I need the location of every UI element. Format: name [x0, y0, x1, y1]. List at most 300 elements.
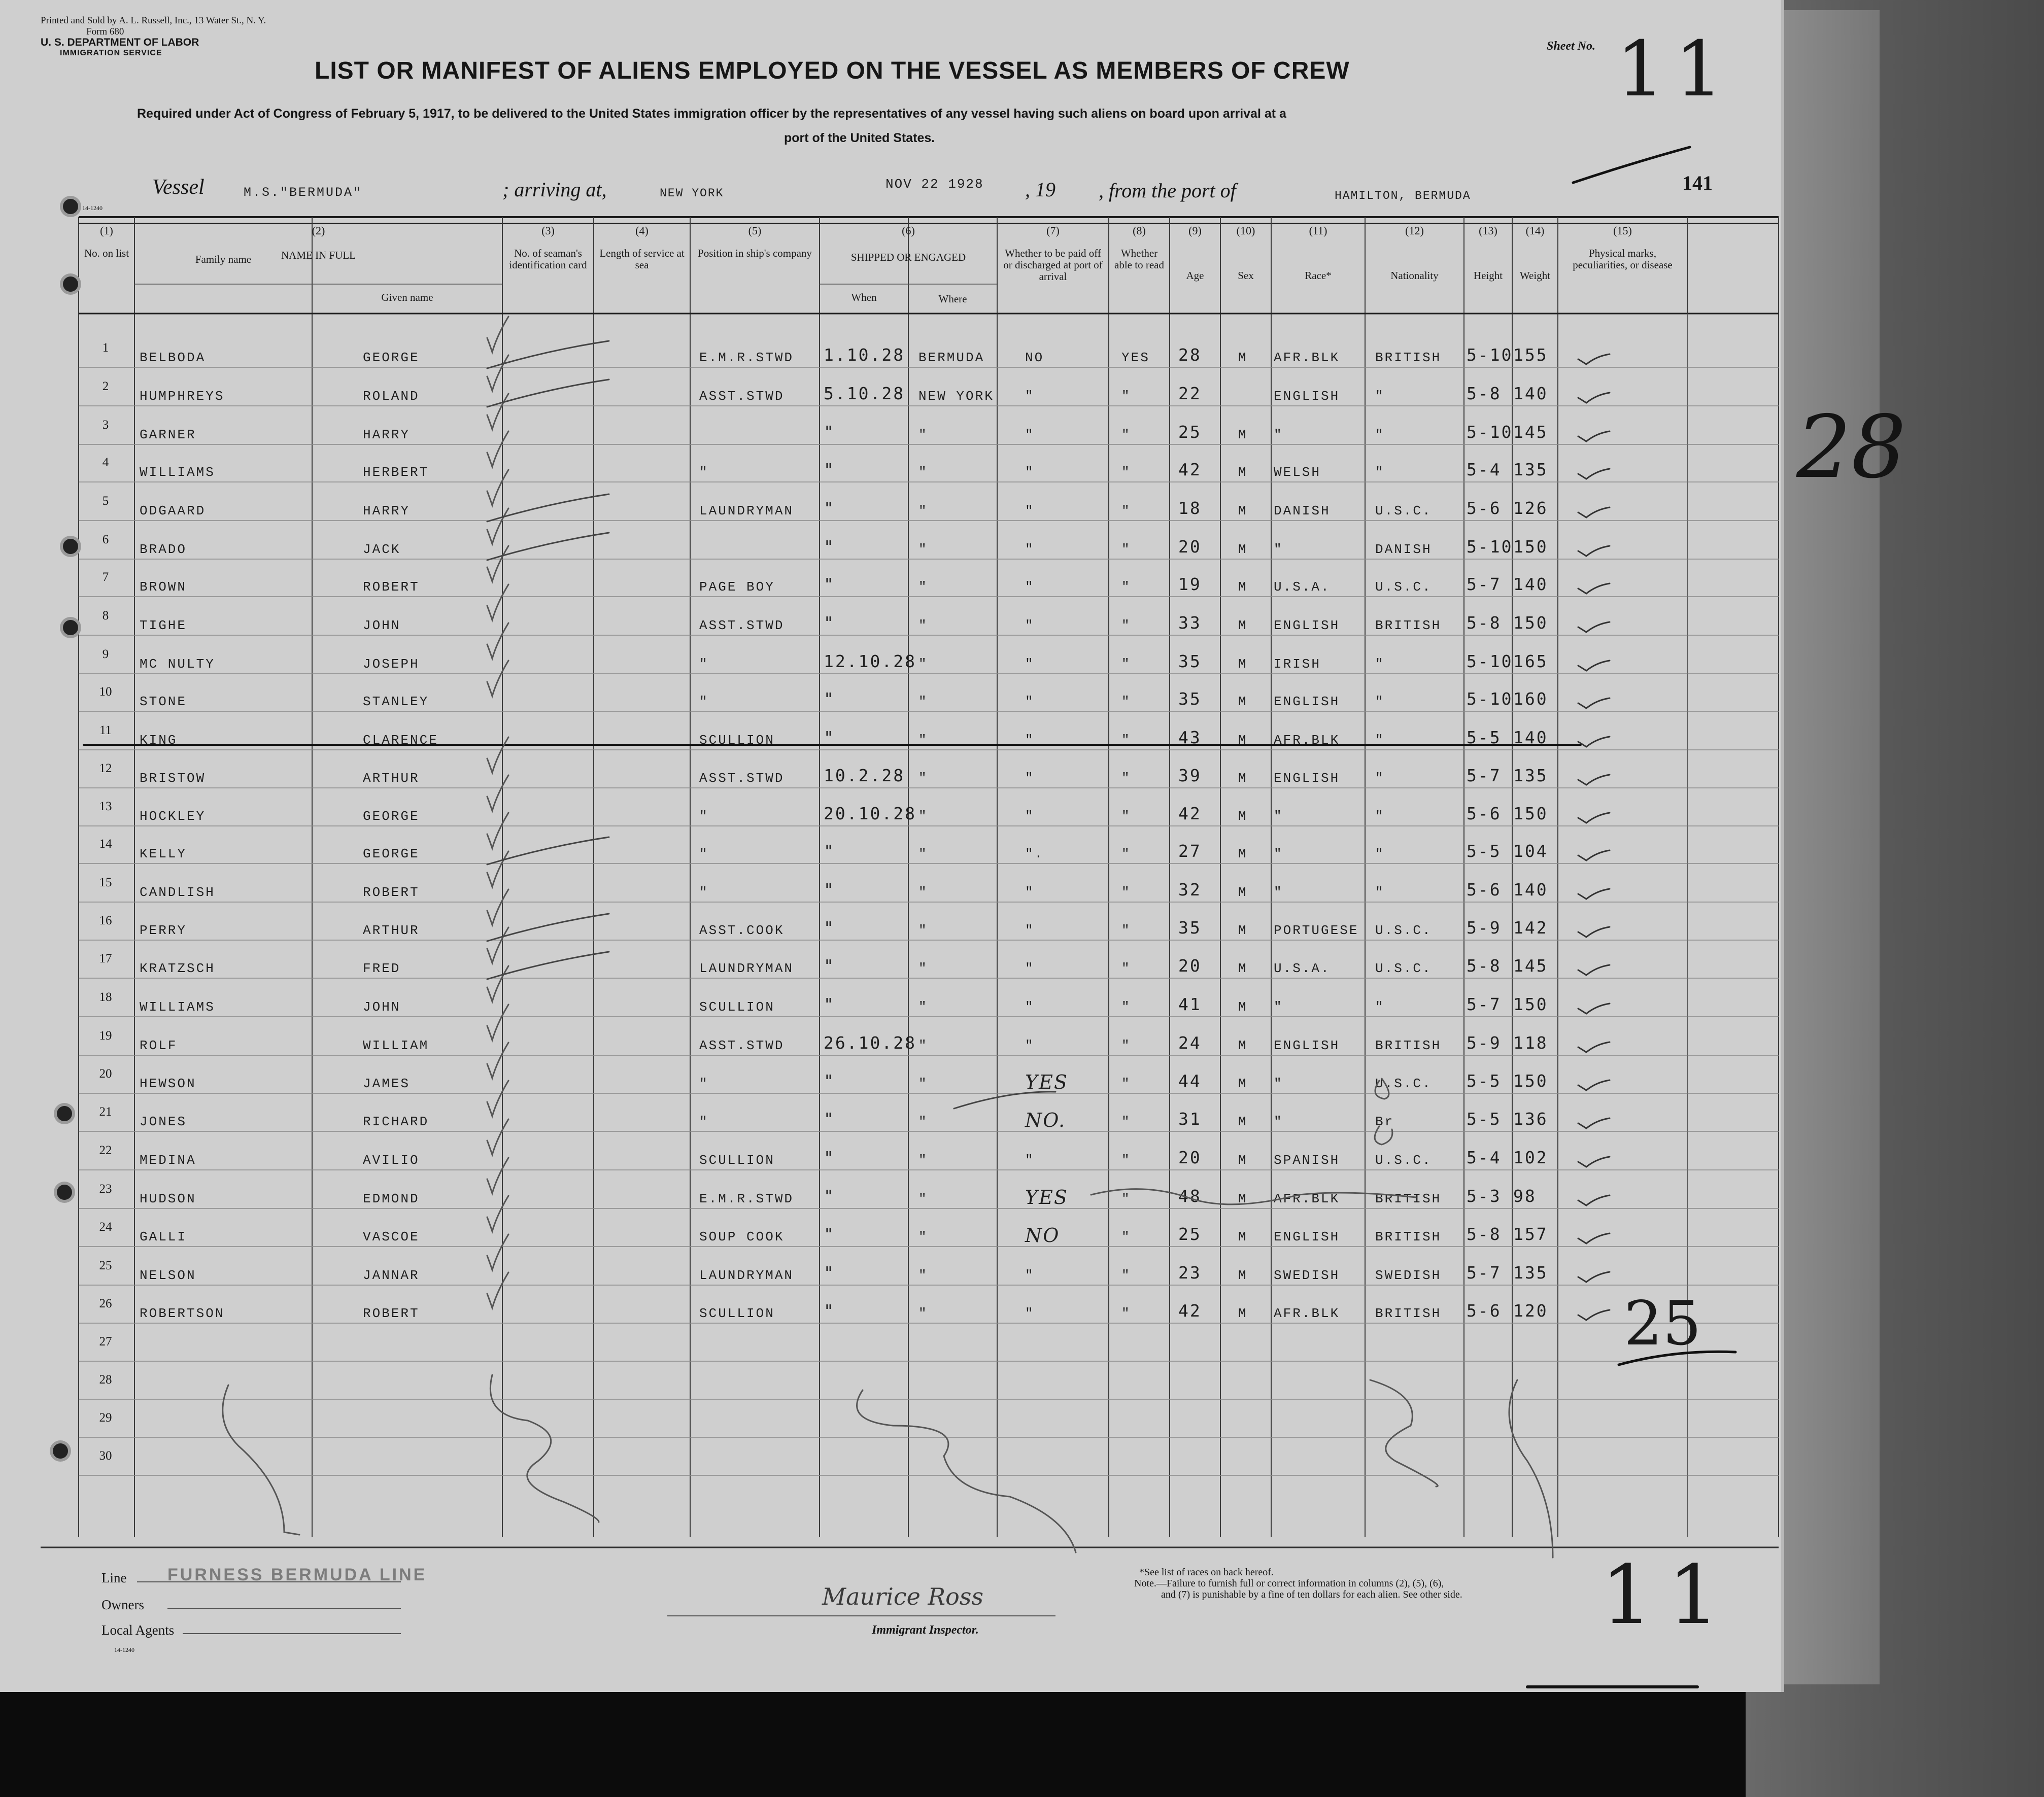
cell-sex: M — [1238, 923, 1248, 938]
cell-family: BELBODA — [140, 350, 206, 365]
column-number: (12) — [1405, 224, 1424, 237]
cell-when: " — [824, 1186, 835, 1206]
cell-nationality: U.S.C. — [1375, 579, 1432, 595]
column-header: No. on list — [84, 247, 129, 259]
cell-age: 41 — [1178, 994, 1202, 1014]
cell-family: NELSON — [140, 1268, 196, 1283]
row-number: 17 — [99, 952, 112, 965]
cell-given: JOHN — [363, 618, 401, 633]
row-number: 12 — [99, 762, 112, 775]
cell-family: BROWN — [140, 579, 187, 595]
row-number: 28 — [99, 1373, 112, 1387]
cell-race: SWEDISH — [1274, 1268, 1340, 1283]
cell-height: 5-8 — [1467, 613, 1502, 633]
cell-age: 42 — [1178, 804, 1202, 823]
cell-age: 35 — [1178, 918, 1202, 938]
cell-nationality: " — [1375, 999, 1385, 1015]
cell-age: 22 — [1178, 384, 1202, 403]
cell-position: ASST.STWD — [699, 771, 785, 786]
cell-age: 18 — [1178, 498, 1202, 518]
cell-nationality: " — [1375, 771, 1385, 786]
cell-nationality: BRITISH — [1375, 1191, 1442, 1206]
cell-age: 23 — [1178, 1263, 1202, 1283]
row-number: 22 — [99, 1144, 112, 1157]
cell-weight: 104 — [1513, 841, 1548, 861]
cell-paid-off: " — [1025, 1153, 1035, 1168]
column-header: Height — [1473, 269, 1503, 282]
cell-position: PAGE BOY — [699, 579, 775, 595]
row-number: 16 — [99, 914, 112, 927]
cell-where: " — [918, 694, 928, 709]
cell-given: JOSEPH — [363, 656, 420, 672]
cell-nationality: " — [1375, 846, 1385, 861]
cell-paid-off: " — [1025, 961, 1035, 976]
cell-family: MEDINA — [140, 1153, 196, 1168]
cell-weight: 160 — [1513, 689, 1548, 709]
cell-sex: M — [1238, 846, 1248, 861]
cell-paid-off: " — [1025, 1306, 1035, 1321]
row-number: 10 — [99, 685, 112, 699]
cell-height: 5-8 — [1467, 1224, 1502, 1244]
cell-race: SPANISH — [1274, 1153, 1340, 1168]
cell-position: " — [699, 1076, 709, 1091]
arriving-label: ; arriving at, — [502, 178, 607, 201]
cell-race: ENGLISH — [1274, 694, 1340, 709]
cell-height: 5-8 — [1467, 384, 1502, 403]
cell-where: " — [918, 846, 928, 861]
cell-position: " — [699, 885, 709, 900]
cell-family: JONES — [140, 1114, 187, 1129]
cell-height: 5-5 — [1467, 841, 1502, 861]
cell-given: GEORGE — [363, 350, 420, 365]
cell-height: 5-7 — [1467, 994, 1502, 1014]
cell-position: E.M.R.STWD — [699, 1191, 794, 1206]
column-header: NAME IN FULL — [281, 249, 356, 261]
row-number: 27 — [99, 1335, 112, 1349]
cell-nationality: Br — [1375, 1114, 1394, 1129]
cell-read: " — [1121, 389, 1131, 404]
cell-nationality: U.S.C. — [1375, 1153, 1432, 1168]
cell-position: " — [699, 694, 709, 709]
cell-sex: M — [1238, 618, 1248, 633]
row-number: 18 — [99, 990, 112, 1004]
cell-when: 12.10.28 — [824, 651, 916, 671]
cell-height: 5-9 — [1467, 918, 1502, 938]
cell-when: " — [824, 689, 835, 709]
cell-age: 27 — [1178, 841, 1202, 861]
cell-sex: M — [1238, 503, 1248, 519]
cell-height: 5-8 — [1467, 956, 1502, 976]
row-number: 19 — [99, 1029, 112, 1043]
cell-weight: 135 — [1513, 1263, 1548, 1283]
cell-weight: 165 — [1513, 651, 1548, 671]
cell-race: AFR.BLK — [1274, 350, 1340, 365]
cell-given: ROBERT — [363, 1306, 420, 1321]
cell-paid-off: NO. — [1025, 1109, 1066, 1131]
cell-weight: 102 — [1513, 1148, 1548, 1167]
cell-height: 5-6 — [1467, 880, 1502, 900]
cell-sex: M — [1238, 771, 1248, 786]
cell-read: " — [1121, 1229, 1131, 1245]
cell-sex: M — [1238, 733, 1248, 748]
row-number: 26 — [99, 1297, 112, 1310]
cell-position: LAUNDRYMAN — [699, 961, 794, 976]
sheet-label: Sheet No. — [1547, 40, 1595, 53]
cell-sex: M — [1238, 1268, 1248, 1283]
cell-sex: M — [1238, 961, 1248, 976]
cell-when: " — [824, 994, 835, 1014]
cell-weight: 136 — [1513, 1109, 1548, 1129]
cell-height: 5-4 — [1467, 460, 1502, 479]
cell-family: ROBERTSON — [140, 1306, 225, 1321]
cell-position: ASST.COOK — [699, 923, 785, 938]
arriving-port: NEW YORK — [660, 187, 724, 200]
fine-note-line-2: and (7) is punishable by a fine of ten dollars for each alien. See other side. — [1161, 1589, 1462, 1600]
cell-when: " — [824, 1224, 835, 1244]
cell-age: 25 — [1178, 1224, 1202, 1244]
printer-imprint: Printed and Sold by A. L. Russell, Inc., 13 Water St., N. Y. — [41, 15, 266, 26]
cell-race: ENGLISH — [1274, 1038, 1340, 1053]
row-number: 8 — [102, 609, 109, 623]
cell-weight: 135 — [1513, 460, 1548, 479]
cell-nationality: SWEDISH — [1375, 1268, 1442, 1283]
cell-nationality: BRITISH — [1375, 1306, 1442, 1321]
column-header: SHIPPED OR ENGAGED — [850, 251, 966, 263]
cell-position: ASST.STWD — [699, 389, 785, 404]
cell-weight: 157 — [1513, 1224, 1548, 1244]
cell-family: WILLIAMS — [140, 999, 215, 1015]
cell-where: " — [918, 465, 928, 480]
cell-read: " — [1121, 961, 1131, 976]
cell-paid-off: " — [1025, 1038, 1035, 1053]
cell-family: TIGHE — [140, 618, 187, 633]
cell-when: " — [824, 574, 835, 594]
cell-weight: 140 — [1513, 880, 1548, 900]
cell-paid-off: YES — [1025, 1071, 1068, 1093]
cell-nationality: BRITISH — [1375, 618, 1442, 633]
cell-when: " — [824, 460, 835, 479]
cell-position: " — [699, 1114, 709, 1129]
inspector-signature: Maurice Ross — [822, 1583, 984, 1610]
cell-sex: M — [1238, 1114, 1248, 1129]
column-number: (1) — [100, 224, 113, 237]
line-label: Line — [101, 1570, 127, 1585]
cell-where: " — [918, 503, 928, 519]
cell-read: " — [1121, 1191, 1131, 1206]
cell-race: WELSH — [1274, 465, 1321, 480]
cell-height: 5-7 — [1467, 574, 1502, 594]
cell-paid-off: NO — [1025, 350, 1044, 365]
cell-sex: M — [1238, 1191, 1248, 1206]
cell-race: " — [1274, 1114, 1283, 1129]
cell-family: ODGAARD — [140, 503, 206, 519]
cell-position: LAUNDRYMAN — [699, 1268, 794, 1283]
cell-age: 43 — [1178, 728, 1202, 747]
cell-weight: 150 — [1513, 994, 1548, 1014]
column-header: No. of seaman's identification card — [509, 247, 587, 271]
cell-position: SOUP COOK — [699, 1229, 785, 1245]
column-number: (6) — [902, 224, 915, 237]
cell-when: 26.10.28 — [824, 1033, 916, 1053]
cell-position: " — [699, 809, 709, 824]
cell-sex: M — [1238, 1153, 1248, 1168]
cell-given: ARTHUR — [363, 771, 420, 786]
column-header: Length of service at sea — [599, 247, 685, 271]
row-number: 9 — [102, 647, 109, 661]
cell-given: AVILIO — [363, 1153, 420, 1168]
cell-where: " — [918, 656, 928, 672]
cell-given: JANNAR — [363, 1268, 420, 1283]
cell-race: U.S.A. — [1274, 579, 1331, 595]
owners-label: Owners — [101, 1597, 144, 1612]
fine-note-line-1: Note.—Failure to furnish full or correct information in columns (2), (5), (6), — [1134, 1578, 1444, 1589]
cell-where: " — [918, 1038, 928, 1053]
cell-position: SCULLION — [699, 1153, 775, 1168]
subhead-family-name: Family name — [195, 253, 252, 265]
department-name: U. S. DEPARTMENT OF LABOR — [41, 37, 199, 48]
cell-race: ENGLISH — [1274, 389, 1340, 404]
cell-family: MC NULTY — [140, 656, 215, 672]
cell-paid-off: " — [1025, 656, 1035, 672]
cell-family: HUDSON — [140, 1191, 196, 1206]
cell-family: KELLY — [140, 846, 187, 861]
cell-race: " — [1274, 427, 1283, 442]
column-number: (13) — [1479, 224, 1497, 237]
cell-when: 1.10.28 — [824, 345, 905, 365]
cell-read: " — [1121, 885, 1131, 900]
cell-where: " — [918, 771, 928, 786]
cell-read: YES — [1121, 350, 1150, 365]
cell-where: BERMUDA — [918, 350, 985, 365]
vessel-label: Vessel — [152, 176, 205, 199]
cell-where: " — [918, 961, 928, 976]
cell-when: " — [824, 613, 835, 633]
cell-read: " — [1121, 1114, 1131, 1129]
cell-sex: M — [1238, 542, 1248, 557]
cell-nationality: BRITISH — [1375, 350, 1442, 365]
cell-given: GEORGE — [363, 809, 420, 824]
cell-family: PERRY — [140, 923, 187, 938]
cell-age: 35 — [1178, 651, 1202, 671]
cell-age: 44 — [1178, 1071, 1202, 1091]
cell-race: " — [1274, 542, 1283, 557]
cell-race: AFR.BLK — [1274, 733, 1340, 748]
cell-nationality: " — [1375, 465, 1385, 480]
row-number: 13 — [99, 800, 112, 813]
cell-when: " — [824, 537, 835, 557]
cell-race: IRISH — [1274, 656, 1321, 672]
cell-when: " — [824, 880, 835, 900]
cell-when: 10.2.28 — [824, 766, 905, 785]
cell-family: GALLI — [140, 1229, 187, 1245]
cell-read: " — [1121, 656, 1131, 672]
cell-given: JAMES — [363, 1076, 411, 1091]
cell-when: " — [824, 956, 835, 976]
cell-weight: 142 — [1513, 918, 1548, 938]
row-number: 1 — [102, 341, 109, 355]
cell-height: 5-5 — [1467, 728, 1502, 747]
handwritten-total: 25 — [1624, 1289, 1701, 1359]
cell-race: ENGLISH — [1274, 771, 1340, 786]
cell-weight: 140 — [1513, 384, 1548, 403]
cell-height: 5-7 — [1467, 766, 1502, 785]
from-port: HAMILTON, BERMUDA — [1335, 189, 1471, 202]
column-header: Physical marks, peculiarities, or disease — [1573, 247, 1673, 271]
cell-read: " — [1121, 694, 1131, 709]
cell-height: 5-5 — [1467, 1109, 1502, 1129]
cell-where: " — [918, 427, 928, 442]
cell-nationality: " — [1375, 427, 1385, 442]
cell-paid-off: YES — [1025, 1186, 1068, 1208]
cell-sex: M — [1238, 350, 1248, 365]
cell-race: ENGLISH — [1274, 1229, 1340, 1245]
cell-read: " — [1121, 465, 1131, 480]
cell-paid-off: " — [1025, 694, 1035, 709]
cell-when: 20.10.28 — [824, 804, 916, 823]
column-number: (7) — [1046, 224, 1060, 237]
cell-height: 5-9 — [1467, 1033, 1502, 1053]
row-number: 5 — [102, 494, 109, 508]
cell-weight: 145 — [1513, 956, 1548, 976]
cell-race: ENGLISH — [1274, 618, 1340, 633]
cell-when: 5.10.28 — [824, 384, 905, 403]
cell-read: " — [1121, 503, 1131, 519]
cell-race: " — [1274, 885, 1283, 900]
cell-height: 5-5 — [1467, 1071, 1502, 1091]
cell-nationality: U.S.C. — [1375, 1076, 1432, 1091]
arrival-date: NOV 22 1928 — [885, 177, 984, 192]
cell-position: LAUNDRYMAN — [699, 503, 794, 519]
vessel-name: M.S."BERMUDA" — [244, 185, 363, 200]
cell-weight: 126 — [1513, 498, 1548, 518]
cell-family: WILLIAMS — [140, 465, 215, 480]
cell-weight: 145 — [1513, 422, 1548, 442]
cell-weight: 140 — [1513, 728, 1548, 747]
cell-paid-off: " — [1025, 465, 1035, 480]
page-title: LIST OR MANIFEST OF ALIENS EMPLOYED ON THE VESSEL AS MEMBERS OF CREW — [315, 57, 1350, 84]
column-number: (5) — [748, 224, 762, 237]
cell-age: 48 — [1178, 1186, 1202, 1206]
cell-read: " — [1121, 809, 1131, 824]
cell-read: " — [1121, 999, 1131, 1015]
cell-sex: M — [1238, 579, 1248, 595]
races-note: *See list of races on back hereof. — [1139, 1567, 1274, 1578]
cell-read: " — [1121, 579, 1131, 595]
cell-given: GEORGE — [363, 846, 420, 861]
cell-where: " — [918, 1268, 928, 1283]
cell-read: " — [1121, 618, 1131, 633]
cell-weight: 155 — [1513, 345, 1548, 365]
cell-nationality: U.S.C. — [1375, 923, 1432, 938]
cell-age: 42 — [1178, 460, 1202, 479]
cell-family: KRATZSCH — [140, 961, 215, 976]
service-name: IMMIGRATION SERVICE — [60, 49, 162, 57]
cell-sex: M — [1238, 1038, 1248, 1053]
column-number: (11) — [1309, 224, 1327, 237]
column-number: (2) — [312, 224, 325, 237]
cell-race: " — [1274, 846, 1283, 861]
cell-age: 20 — [1178, 537, 1202, 557]
sheet-number-handwritten: 11 — [1616, 25, 1733, 114]
from-label: , from the port of — [1099, 179, 1236, 202]
cell-when: " — [824, 422, 835, 442]
cell-race: DANISH — [1274, 503, 1331, 519]
cell-height: 5-7 — [1467, 1263, 1502, 1283]
cell-race: " — [1274, 999, 1283, 1015]
cell-nationality: " — [1375, 885, 1385, 900]
cell-read: " — [1121, 1076, 1131, 1091]
cell-nationality: " — [1375, 389, 1385, 404]
cell-height: 5-6 — [1467, 804, 1502, 823]
cell-height: 5-10 — [1467, 345, 1513, 365]
cell-nationality: " — [1375, 694, 1385, 709]
cell-height: 5-3 — [1467, 1186, 1502, 1206]
row-number: 14 — [99, 837, 112, 851]
cell-weight: 150 — [1513, 804, 1548, 823]
cell-given: ROBERT — [363, 885, 420, 900]
column-header: Nationality — [1390, 269, 1439, 282]
cell-given: ARTHUR — [363, 923, 420, 938]
row-number: 15 — [99, 876, 112, 889]
cell-family: HUMPHREYS — [140, 389, 225, 404]
cell-age: 35 — [1178, 689, 1202, 709]
cell-height: 5-4 — [1467, 1148, 1502, 1167]
column-header: Whether able to read — [1114, 247, 1164, 271]
cell-paid-off: " — [1025, 579, 1035, 595]
cell-position: " — [699, 846, 709, 861]
cell-sex: M — [1238, 1306, 1248, 1321]
cell-where: " — [918, 885, 928, 900]
column-header: Sex — [1238, 269, 1254, 282]
column-number: (4) — [635, 224, 649, 237]
row-number: 7 — [102, 570, 109, 584]
cell-paid-off: " — [1025, 427, 1035, 442]
cell-read: " — [1121, 1038, 1131, 1053]
cell-nationality: " — [1375, 733, 1385, 748]
cell-where: NEW YORK — [918, 389, 994, 404]
cell-age: 20 — [1178, 956, 1202, 976]
cell-race: PORTUGESE — [1274, 923, 1359, 938]
row-number: 23 — [99, 1182, 112, 1196]
cell-where: " — [918, 1153, 928, 1168]
cell-read: " — [1121, 846, 1131, 861]
cell-nationality: " — [1375, 656, 1385, 672]
cell-paid-off: " — [1025, 618, 1035, 633]
cell-read: " — [1121, 1268, 1131, 1283]
cell-height: 5-10 — [1467, 537, 1513, 557]
year-label: , 19 — [1025, 178, 1055, 201]
cell-given: VASCOE — [363, 1229, 420, 1245]
row-number: 6 — [102, 533, 109, 546]
column-number: (14) — [1525, 224, 1545, 237]
cell-when: " — [824, 1148, 835, 1167]
cell-paid-off: " — [1025, 923, 1035, 938]
column-number: (10) — [1236, 224, 1255, 237]
cell-read: " — [1121, 733, 1131, 748]
row-number: 25 — [99, 1259, 112, 1272]
cell-weight: 150 — [1513, 1071, 1548, 1091]
subhead-where: Where — [938, 293, 967, 305]
row-number: 11 — [99, 723, 112, 737]
row-number: 24 — [99, 1220, 112, 1234]
cell-where: " — [918, 542, 928, 557]
cell-weight: 118 — [1513, 1033, 1548, 1053]
cell-age: 19 — [1178, 574, 1202, 594]
cell-nationality: BRITISH — [1375, 1038, 1442, 1053]
cell-height: 5-10 — [1467, 651, 1513, 671]
cell-race: " — [1274, 1076, 1283, 1091]
cell-given: HARRY — [363, 427, 411, 442]
